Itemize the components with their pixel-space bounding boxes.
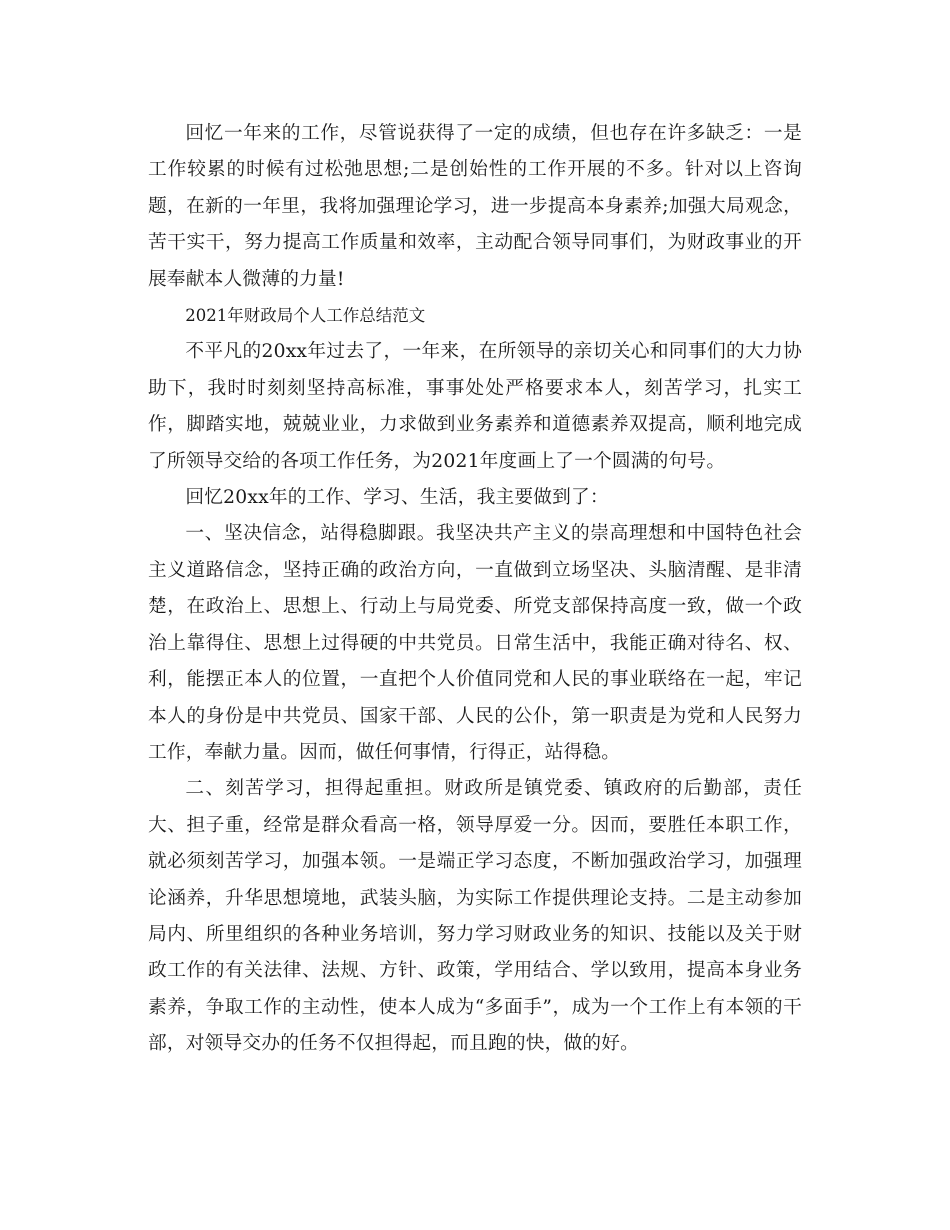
article-heading: 2021年财政局个人工作总结范文 [185, 306, 426, 326]
paragraph-review-intro: 回忆一年来的工作，尽管说获得了一定的成绩，但也存在许多缺乏：一是工作较累的时候有过松弛思想;二是创始性的工作开展的不多。针对以上咨询题，在新的一年里，我将加强理论学习，进一步提高本身素养;加强大局观念，苦干实干，努力提高工作质量和效率，主动配合领导同事们，为财政事业的开展奉献本人微薄的力量! [148, 123, 802, 290]
paragraph-year-summary: 不平凡的20xx年过去了，一年来，在所领导的亲切关心和同事们的大力协助下，我时时刻刻坚持高标准，事事处处严格要求本人，刻苦学习，扎实工作，脚踏实地，兢兢业业，力求做到业务素养和道德素养双提高，顺利地完成了所领导交给的各项工作任务，为2021年度画上了一个圆满的句号。 [148, 341, 802, 472]
paragraph-point-two: 二、刻苦学习，担得起重担。财政所是镇党委、镇政府的后勤部，责任大、担子重，经常是群众看高一格，领导厚爱一分。因而，要胜任本职工作，就必须刻苦学习，加强本领。一是端正学习态度，不断加强政治学习，加强理论涵养，升华思想境地，武装头脑，为实际工作提供理论支持。二是主动参加局内、所里组织的各种业务培训，努力学习财政业务的知识、技能以及关于财政工作的有关法律、法规、方针、政策，学用结合、学以致用，提高本身业务素养，争取工作的主动性，使本人成为“多面手”，成为一个工作上有本领的干部，对领导交办的任务不仅担得起，而且跑的快，做的好。 [148, 778, 802, 1055]
paragraph-review-lead: 回忆20xx年的工作、学习、生活，我主要做到了： [185, 487, 609, 509]
paragraph-point-one: 一、坚决信念，站得稳脚跟。我坚决共产主义的崇高理想和中国特色社会主义道路信念，坚持正确的政治方向，一直做到立场坚决、头脑清醒、是非清楚，在政治上、思想上、行动上与局党委、所党支部保持高度一致，做一个政治上靠得住、思想上过得硬的中共党员。日常生活中，我能正确对待名、权、利，能摆正本人的位置，一直把个人价值同党和人民的事业联络在一起，牢记本人的身份是中共党员、国家干部、人民的公仆，第一职责是为党和人民努力工作，奉献力量。因而，做任何事情，行得正，站得稳。 [148, 523, 802, 763]
document-body [148, 116, 802, 1063]
